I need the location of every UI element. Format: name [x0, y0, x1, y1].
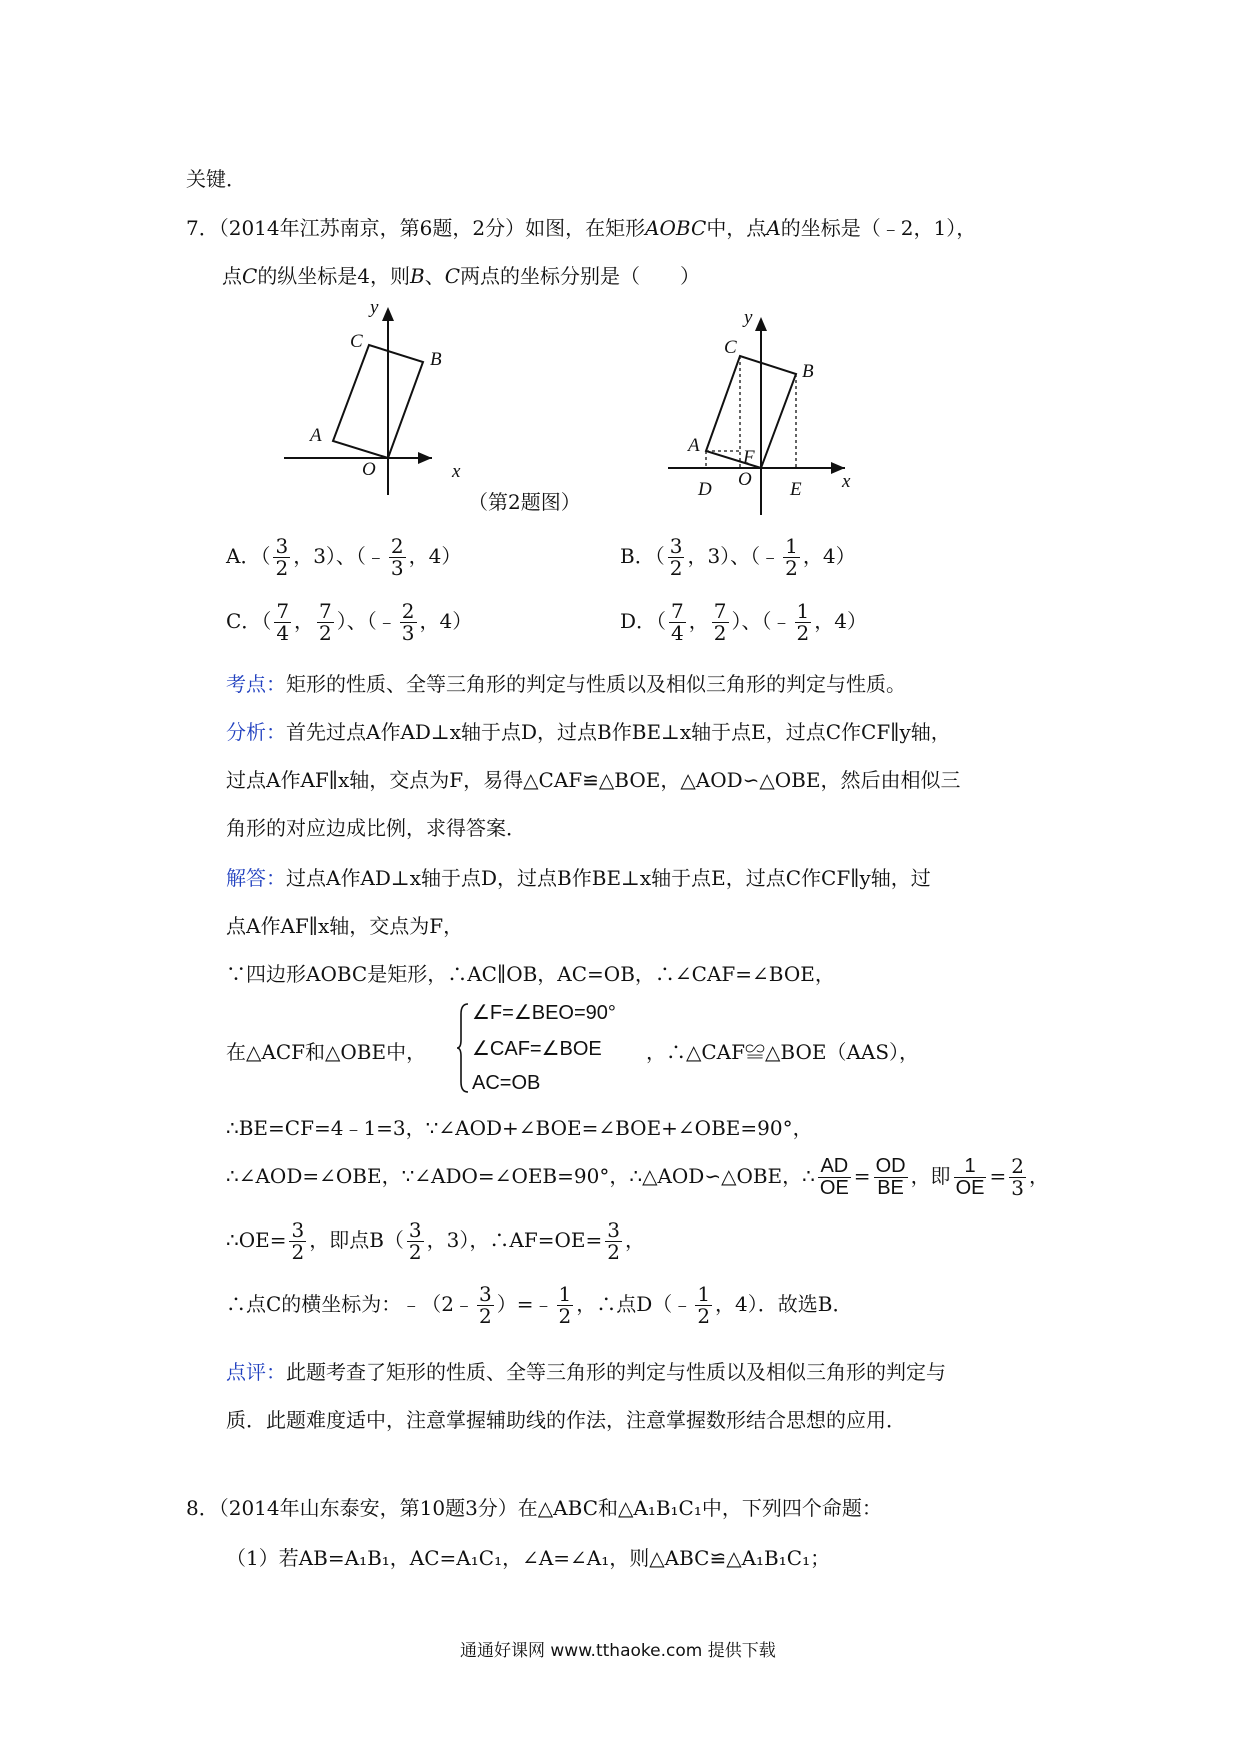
fig1-label-A: A — [310, 425, 322, 446]
fig2-label-F: F — [743, 447, 755, 468]
kaodian-label: 考点： — [226, 672, 286, 696]
q7-source: （2014年江苏南京，第6题，2分） — [218, 216, 526, 240]
solution-step-5: ∴OE= $\frac{3}{2}$ ，即点B（ $\frac{3}{2}$ ，3），∴AF=OE= $\frac{3}{2}$ ， — [226, 1218, 645, 1264]
solution-step-3: ∴BE=CF=4﹣1=3，∵∠AOD+∠BOE=∠BOE+∠OBE=90°， — [226, 1116, 813, 1140]
dianping-label: 点评： — [226, 1360, 286, 1384]
fig2-label-x: x — [842, 471, 851, 492]
solution-step-1: ∵四边形AOBC是矩形，∴AC∥OB，AC=OB，∴∠CAF=∠BOE， — [226, 962, 835, 986]
q8-line1: 8．（2014年山东泰安，第10题3分）在△ABC和△A₁B₁C₁中，下列四个命题： — [186, 1496, 882, 1520]
fenxi-label: 分析： — [226, 720, 286, 744]
top-line: 关键． — [186, 167, 246, 191]
jieda-label: 解答： — [226, 866, 286, 890]
fenxi-line3: 角形的对应边成比例，求得答案． — [226, 816, 526, 840]
q8-line2: （1）若AB=A₁B₁，AC=A₁C₁，∠A=∠A₁，则△ABC≌△A₁B₁C₁； — [226, 1546, 831, 1570]
option-d: D．（ $\frac{7}{4}$ ， $\frac{7}{2}$ ）、（﹣ $\frac{1}{2}$ ，4） — [620, 599, 867, 645]
figure-caption: （第2题图） — [468, 490, 581, 514]
fig2-label-B: B — [802, 361, 814, 382]
system-line-2: ∠CAF=∠BOE — [472, 1038, 602, 1060]
jieda-line1: 解答：过点A作AD⊥x轴于点D，过点B作BE⊥x轴于点E，过点C作CF∥y轴，过 — [226, 866, 931, 890]
fig1-label-y: y — [370, 297, 379, 318]
fig2-label-D: D — [698, 479, 712, 500]
brace-icon — [456, 1002, 470, 1094]
solution-step-2-pre: 在△ACF和△OBE中， — [226, 1040, 427, 1064]
figure-1-rectangle — [282, 295, 482, 495]
fig2-label-E: E — [790, 479, 802, 500]
fig1-label-x: x — [452, 461, 461, 482]
option-c: C．（ $\frac{7}{4}$ ， $\frac{7}{2}$ ）、（﹣ $\frac{2}{3}$ ，4） — [226, 599, 473, 645]
fig1-label-C: C — [350, 331, 363, 352]
solution-step-6: ∴点C的横坐标为：﹣（2﹣ $\frac{3}{2}$ ）=﹣ $\frac{1}{2}$ ，∴点D（﹣ $\frac{1}{2}$ ，4）．故选B． — [226, 1282, 853, 1328]
q7-line2: 点C的纵坐标是4，则B、C两点的坐标分别是（ ） — [222, 264, 701, 288]
option-a: A．（ $\frac{3}{2}$ ，3）、（﹣ $\frac{2}{3}$ ，4） — [226, 534, 462, 580]
fenxi-line2: 过点A作AF∥x轴，交点为F，易得△CAF≌△BOE，△AOD∽△OBE，然后由相似三 — [226, 768, 961, 792]
fig2-label-C: C — [724, 337, 737, 358]
solution-step-2-post: ，∴△CAF≌△BOE（AAS）， — [646, 1040, 920, 1064]
dianping-line2: 质．此题难度适中，注意掌握辅助线的作法，注意掌握数形结合思想的应用． — [226, 1408, 906, 1432]
fig1-label-O: O — [362, 459, 376, 480]
system-line-3: AC=OB — [472, 1072, 541, 1094]
q7-number: 7． — [186, 216, 219, 240]
dianping-line1: 点评：此题考查了矩形的性质、全等三角形的判定与性质以及相似三角形的判定与 — [226, 1360, 946, 1384]
solution-step-4: ∴∠AOD=∠OBE，∵∠ADO=∠OEB=90°，∴△AOD∽△OBE，∴ $\frac{AD}{OE}$ = $\frac{OD}{BE}$ ，即 $\frac{1}{OE}$ = $\frac{2}{3}$ ， — [226, 1154, 1049, 1200]
fenxi-line1: 分析：首先过点A作AD⊥x轴于点D，过点B作BE⊥x轴于点E，过点C作CF∥y轴， — [226, 720, 951, 744]
page-footer: 通通好课网 www.tthaoke.com 提供下载 — [460, 1641, 776, 1661]
jieda-line2: 点A作AF∥x轴，交点为F， — [226, 914, 464, 938]
q8-number: 8． — [186, 1496, 219, 1520]
option-b: B．（ $\frac{3}{2}$ ，3）、（﹣ $\frac{1}{2}$ ，4） — [620, 534, 856, 580]
system-line-1: ∠F=∠BEO=90° — [472, 1002, 616, 1024]
kaodian-line: 考点：矩形的性质、全等三角形的判定与性质以及相似三角形的判定与性质。 — [226, 672, 906, 696]
figure-2-construction — [660, 305, 860, 515]
fig1-label-B: B — [430, 349, 442, 370]
fig2-label-A: A — [688, 435, 700, 456]
fig2-label-y: y — [744, 307, 753, 328]
q7-line1: 7．（2014年江苏南京，第6题，2分）如图，在矩形AOBC中，点A的坐标是（﹣2，1）， — [186, 216, 977, 240]
fig2-label-O: O — [738, 469, 752, 490]
